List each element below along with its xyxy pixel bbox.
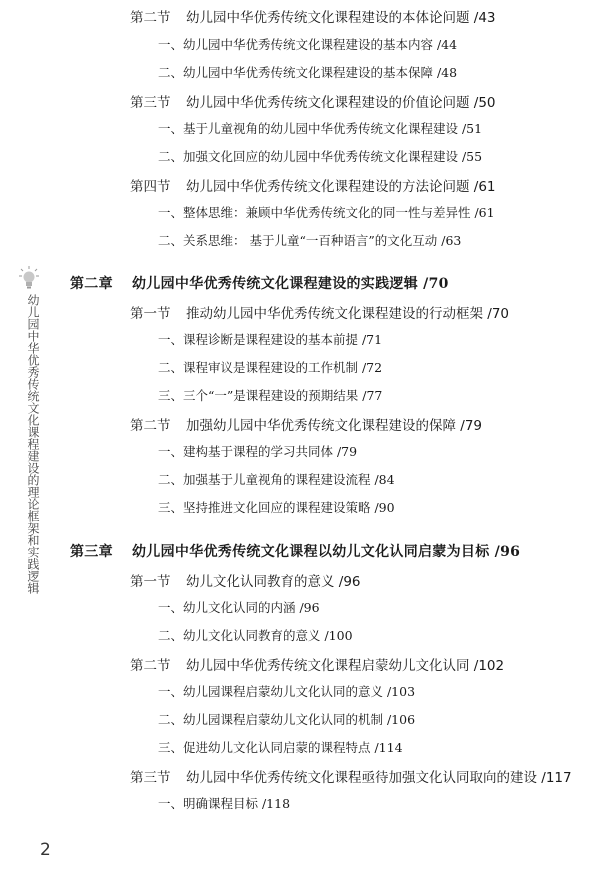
toc-item [158,119,482,137]
toc-label: 第二节 [130,658,171,674]
toc-item [158,738,403,756]
toc-text: 幼儿园中华优秀传统文化课程启蒙幼儿文化认同 /102 [186,658,505,674]
book-title-vertical: 幼儿园中华优秀传统文化课程建设的理论框架和实践逻辑 [26,294,40,594]
toc-text: 一、课程诊断是课程建设的基本前提 /71 [158,332,383,347]
toc-text: 推动幼儿园中华优秀传统文化课程建设的行动框架 /70 [186,306,510,322]
toc-label: 第二节 [130,418,171,434]
toc-text: 二、课程审议是课程建设的工作机制 /72 [158,360,383,375]
toc-item [158,358,382,376]
toc-item [158,470,395,488]
toc-item [158,330,382,348]
toc-text: 幼儿文化认同教育的意义 /96 [186,574,361,590]
toc-text: 一、建构基于课程的学习共同体 /79 [158,444,358,459]
toc-text: 幼儿园中华优秀传统文化课程建设的方法论问题 /61 [186,179,496,195]
toc-text: 一、明确课程目标 /118 [158,796,291,811]
toc-item [158,63,457,81]
toc-item [158,386,382,404]
toc-text: 三、三个“一”是课程建设的预期结果 /77 [158,388,383,403]
toc-text: 幼儿园中华优秀传统文化课程建设的价值论问题 /50 [186,95,496,111]
toc-section [130,302,509,322]
toc-label: 第三节 [130,95,171,111]
toc-label: 第一节 [130,306,171,322]
toc-item [158,794,290,812]
toc-text: 一、基于儿童视角的幼儿园中华优秀传统文化课程建设 /51 [158,121,483,136]
toc-label: 第二节 [130,10,171,26]
toc-section [130,654,504,674]
toc-item [158,203,495,221]
toc-text: 二、关系思维： 基于儿童“一百种语言”的文化互动 /63 [158,233,462,248]
toc-text: 二、幼儿园课程启蒙幼儿文化认同的机制 /106 [158,712,416,727]
toc-item [158,710,415,728]
toc-section [130,175,496,195]
toc-text: 加强幼儿园中华优秀传统文化课程建设的保障 /79 [186,418,483,434]
toc-item [158,682,415,700]
toc-text: 一、幼儿园中华优秀传统文化课程建设的基本内容 /44 [158,37,458,52]
toc-section [130,766,572,786]
toc-item [158,626,353,644]
toc-text: 二、加强基于儿童视角的课程建设流程 /84 [158,472,395,487]
toc-text: 二、幼儿园中华优秀传统文化课程建设的基本保障 /48 [158,65,458,80]
toc-chapter [70,541,520,561]
toc-label: 第三节 [130,770,171,786]
page-number: 2 [40,840,51,860]
toc-item [158,598,320,616]
toc-section [130,6,496,26]
toc-text: 幼儿园中华优秀传统文化课程建设的本体论问题 /43 [186,10,496,26]
toc-text: 一、整体思维：兼顾中华优秀传统文化的同一性与差异性 /61 [158,205,495,220]
toc-text: 一、幼儿园课程启蒙幼儿文化认同的意义 /103 [158,684,416,699]
toc-item [158,442,357,460]
toc-text: 一、幼儿文化认同的内涵 /96 [158,600,320,615]
toc-text: 幼儿园中华优秀传统文化课程以幼儿文化认同启蒙为目标 /96 [132,544,521,560]
toc-label: 第三章 [70,544,113,560]
toc-item [158,147,482,165]
toc-section [130,570,361,590]
toc-text: 二、加强文化回应的幼儿园中华优秀传统文化课程建设 /55 [158,149,483,164]
toc-label: 第四节 [130,179,171,195]
toc-item [158,231,461,249]
toc-text: 幼儿园中华优秀传统文化课程建设的实践逻辑 /70 [132,276,449,292]
toc-item [158,498,395,516]
toc-item [158,35,457,53]
toc-text: 三、促进幼儿文化认同启蒙的课程特点 /114 [158,740,403,755]
toc-section [130,91,496,111]
toc-label: 第一节 [130,574,171,590]
toc-text: 幼儿园中华优秀传统文化课程亟待加强文化认同取向的建设 /117 [186,770,572,786]
toc-chapter [70,273,449,293]
toc-label: 第二章 [70,276,113,292]
toc-text: 二、幼儿文化认同教育的意义 /100 [158,628,353,643]
toc-text: 三、坚持推进文化回应的课程建设策略 /90 [158,500,395,515]
toc-section [130,414,482,434]
